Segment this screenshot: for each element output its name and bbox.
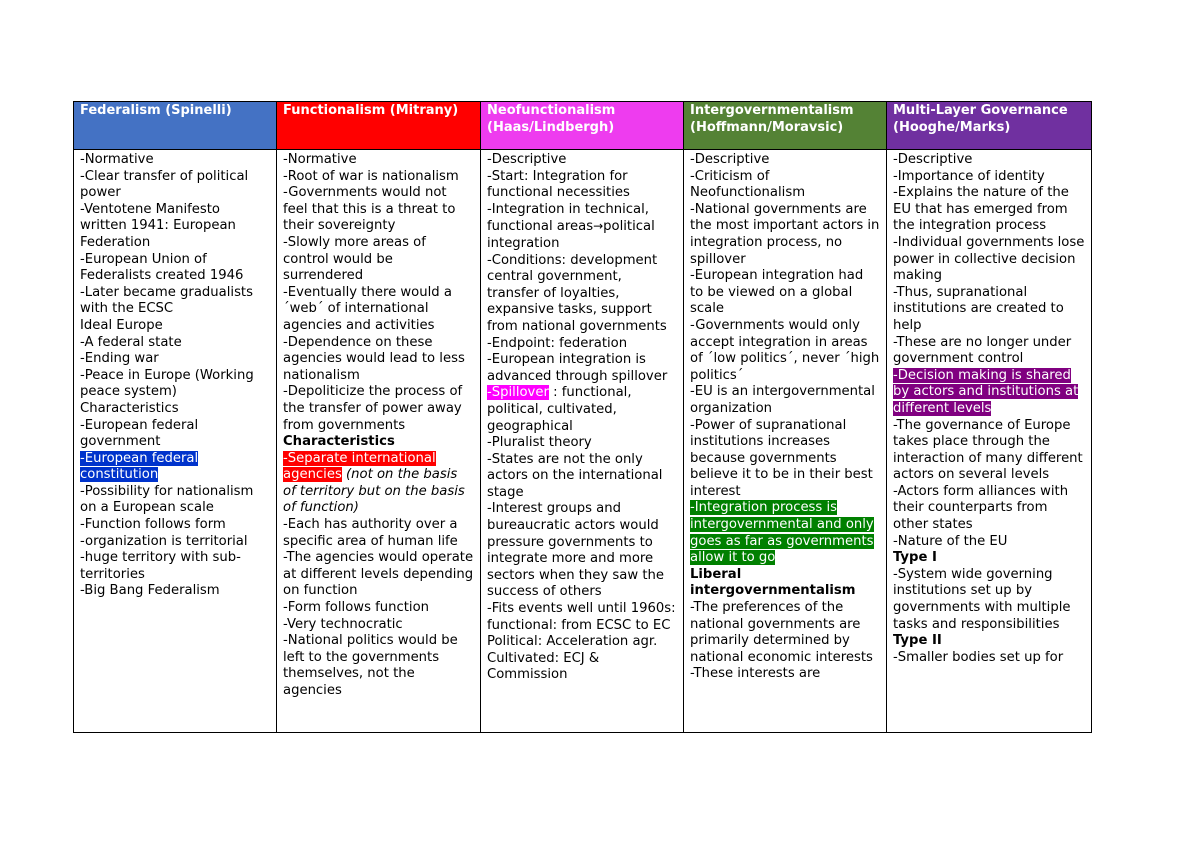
highlighted-text: -Integration process is intergovernmental and only goes as far as governments allow it to go xyxy=(690,500,874,566)
text-line: -Interest groups and bureaucratic actors would pressure governments to integrate more and more sectors when they saw the success of others xyxy=(487,501,664,600)
highlight-line xyxy=(283,451,474,517)
text-line: -Smaller bodies set up for xyxy=(893,649,1064,665)
text-line: Characteristics xyxy=(80,400,179,416)
text-line: -Function follows form xyxy=(80,517,226,533)
text-line: -European federal government xyxy=(80,417,199,450)
header-functionalism: Functionalism (Mitrany) xyxy=(277,102,481,150)
text-line: -European Union of Federalists created 1946 xyxy=(80,251,244,284)
text-line: -Conditions: development central government, transfer of loyalties, expansive tasks, support from national governments xyxy=(487,252,667,334)
text-line: -Ventotene Manifesto written 1941: European Federation xyxy=(80,201,236,250)
text-line: -Slowly more areas of control would be surrendered xyxy=(283,234,426,284)
intergovernmentalism-cell xyxy=(684,150,887,733)
neofunctionalism-cell xyxy=(481,150,684,733)
text-line: -System wide governing institutions set up by governments with multiple tasks and responsibilities xyxy=(893,566,1071,632)
text-line: -Peace in Europe (Working peace system) xyxy=(80,367,254,400)
text-line: -Depoliticize the process of the transfer of power away from governments xyxy=(283,384,463,433)
functionalism-cell xyxy=(277,150,481,733)
text-line: -Nature of the EU xyxy=(893,533,1008,549)
text-line: -Later became gradualists with the ECSC xyxy=(80,284,253,317)
text-line: -Actors form alliances with their counterparts from other states xyxy=(893,483,1069,533)
text-line: -A federal state xyxy=(80,334,182,350)
text-line: -Possibility for nationalism on a European scale xyxy=(80,483,254,516)
highlighted-text: -Decision making is shared by actors and institutions at different levels xyxy=(893,367,1079,416)
highlighted-text: -Spillover xyxy=(487,385,549,401)
subheading: Liberal intergovernmentalism xyxy=(690,566,856,599)
header-neofunctionalism: Neofunctionalism (Haas/Lindbergh) xyxy=(481,102,684,150)
highlighted-text: -Separate international agencies xyxy=(283,450,436,483)
highlight-line xyxy=(487,385,677,435)
text-line: -National politics would be left to the governments themselves, not the agencies xyxy=(283,633,458,698)
header-row xyxy=(74,102,1092,150)
text-line: -Individual governments lose power in collective decision making xyxy=(893,234,1085,284)
subheading: Type I xyxy=(893,550,937,566)
text-line: -Pluralist theory xyxy=(487,435,592,451)
text-line: -These interests are xyxy=(690,666,821,682)
text-line: -Descriptive xyxy=(487,152,567,167)
header-multilayer-governance: Multi-Layer Governance (Hooghe/Marks) xyxy=(887,102,1092,150)
text-segment: : functional, political, cultivated, geographical xyxy=(487,385,632,434)
text-line: -The governance of Europe takes place through the interaction of many different actors on several levels xyxy=(893,417,1083,483)
text-line: -Clear transfer of political power xyxy=(80,168,249,201)
text-line: -Very technocratic xyxy=(283,616,403,632)
text-line: -Each has authority over a specific area of human life xyxy=(283,517,458,549)
highlighted-text: -European federal constitution xyxy=(80,450,199,483)
text-segment: -Integration in technical, functional areas xyxy=(487,201,649,235)
text-line: -Thus, supranational institutions are created to help xyxy=(893,284,1064,333)
text-line: -Ending war xyxy=(80,351,159,367)
text-line: -Big Bang Federalism xyxy=(80,583,220,599)
highlight-line xyxy=(80,451,270,484)
subheading: Characteristics xyxy=(283,434,395,450)
text-line: -Endpoint: federation xyxy=(487,335,628,351)
text-line: -Importance of identity xyxy=(893,168,1045,184)
header-federalism: Federalism (Spinelli) xyxy=(74,102,277,150)
text-line: -National governments are the most important actors in integration process, no spillover xyxy=(690,201,880,267)
text-line: -Power of supranational institutions increases because governments believe it to be in their best interest xyxy=(690,417,873,499)
highlight-line xyxy=(893,368,1085,418)
subheading: Type II xyxy=(893,633,942,649)
comparison-table xyxy=(73,101,1092,733)
text-line: -EU is an intergovernmental organization xyxy=(690,384,875,416)
text-line: -European integration had to be viewed on a global scale xyxy=(690,268,864,317)
text-line: -huge territory with sub-territories xyxy=(80,550,241,582)
text-line: -Descriptive xyxy=(690,152,770,167)
text-line: -organization is territorial xyxy=(80,533,248,549)
text-line: Ideal Europe xyxy=(80,317,163,333)
text-segment: political integration xyxy=(487,219,655,251)
text-line: Cultivated: ECJ & Commission xyxy=(487,650,600,683)
text-line: -Fits events well until 1960s: functional: from ECSC to EC xyxy=(487,601,676,633)
text-line: -Dependence on these agencies would lead to less nationalism xyxy=(283,334,465,383)
text-line: -Form follows function xyxy=(283,600,429,616)
text-line: -Eventually there would a ´web´ of international agencies and activities xyxy=(283,284,452,333)
text-line: -Descriptive xyxy=(893,152,973,167)
text-line: -European integration is advanced through spillover xyxy=(487,352,668,384)
arrow-right-icon: → xyxy=(593,219,604,234)
text-line: -Governments would only accept integration in areas of ´low politics´, never ´high politics´ xyxy=(690,317,880,383)
text-line: -The preferences of the national governments are primarily determined by national economic interests xyxy=(690,600,873,665)
text-line: -Governments would not feel that this is a threat to their sovereignty xyxy=(283,185,456,234)
text-line: -States are not the only actors on the international stage xyxy=(487,451,663,500)
text-line: Political: Acceleration agr. xyxy=(487,634,658,650)
text-line: -These are no longer under government control xyxy=(893,334,1072,367)
text-line: -Root of war is nationalism xyxy=(283,168,459,184)
text-line: -The agencies would operate at different levels depending on function xyxy=(283,550,474,599)
text-line: -Criticism of Neofunctionalism xyxy=(690,168,806,201)
text-line xyxy=(487,202,677,253)
content-row xyxy=(74,150,1092,733)
highlight-line xyxy=(690,500,880,566)
text-line: -Normative xyxy=(80,152,154,167)
text-line: -Start: Integration for functional necessities xyxy=(487,168,630,201)
multilayer-cell xyxy=(887,150,1092,733)
italic-text: (not on the basis of territory but on the basis of function) xyxy=(283,467,465,516)
text-line: -Normative xyxy=(283,152,357,167)
header-intergovernmentalism: Intergovernmentalism (Hoffmann/Moravsic) xyxy=(684,102,887,150)
federalism-cell xyxy=(74,150,277,733)
text-line: -Explains the nature of the EU that has emerged from the integration process xyxy=(893,185,1069,234)
